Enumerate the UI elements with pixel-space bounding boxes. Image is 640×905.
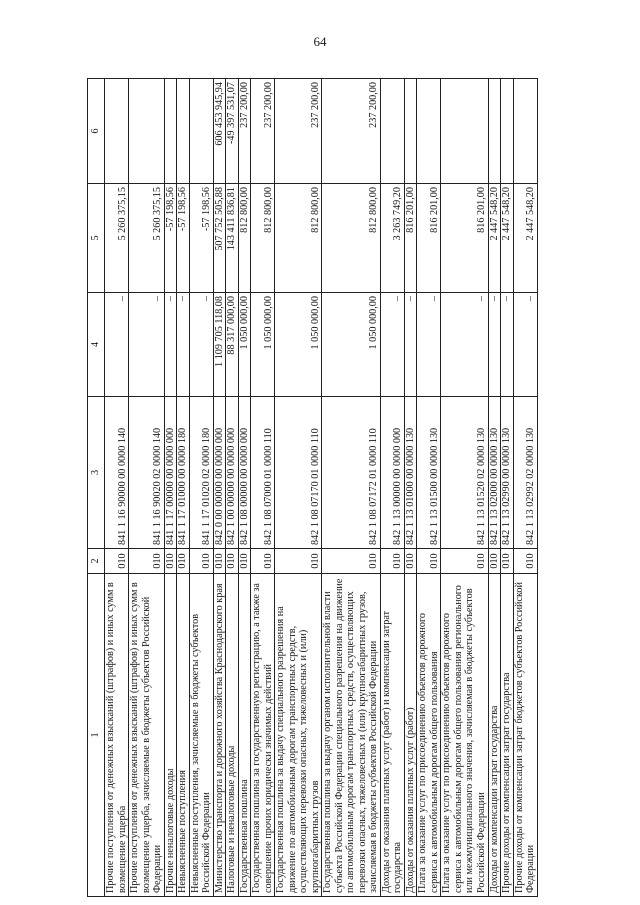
header-cell: 1 — [88, 574, 105, 897]
row-kbk-cell: 841 1 17 01020 02 0000 180 — [189, 397, 213, 549]
row-kbk-cell: 841 1 17 00000 00 0000 000 — [164, 397, 177, 549]
row-col5-cell: 816 201,00 — [404, 184, 417, 293]
row-kbk-cell: 842 1 13 01000 00 0000 130 — [404, 397, 417, 549]
row-kbk-cell: 842 0 00 00000 00 0000 000 — [213, 397, 226, 549]
row-kbk-cell: 842 1 13 02990 00 0000 130 — [501, 397, 514, 549]
row-col5-cell: 3 263 749,20 — [380, 184, 404, 293]
table-body — [105, 79, 538, 897]
row-col4-cell: – — [164, 293, 177, 397]
row-col6-cell — [164, 79, 177, 184]
row-col4-cell: 1 109 705 118,08 — [213, 293, 226, 397]
row-code-cell: 010 — [105, 549, 129, 574]
row-col6-cell: 237 200,00 — [238, 79, 251, 184]
row-name-cell: Прочие поступления от денежных взысканий (штрафов) и иных сумм в возмещение ущерба — [105, 574, 129, 897]
row-code-cell: 010 — [177, 549, 190, 574]
row-code-cell: 010 — [513, 549, 537, 574]
row-kbk-cell: 841 1 17 01000 00 0000 180 — [177, 397, 190, 549]
table-row — [404, 79, 417, 897]
row-col4-cell: – — [404, 293, 417, 397]
row-name-cell: Доходы от оказания платных услуг (работ) — [404, 574, 417, 897]
row-code-cell: 010 — [226, 549, 239, 574]
row-col4-cell: – — [513, 293, 537, 397]
table-row — [441, 79, 488, 897]
row-col5-cell: 5 260 375,15 — [105, 184, 129, 293]
row-kbk-cell: 842 1 13 01520 02 0000 130 — [441, 397, 488, 549]
row-col5-cell: -57 198,56 — [164, 184, 177, 293]
table-row — [238, 79, 251, 897]
row-name-cell: Невыясненные поступления — [177, 574, 190, 897]
row-code-cell: 010 — [251, 549, 275, 574]
row-col4-cell: 1 050 000,00 — [275, 293, 322, 397]
row-col4-cell: – — [177, 293, 190, 397]
row-col4-cell: – — [501, 293, 514, 397]
header-cell: 5 — [88, 184, 105, 293]
row-col4-cell: – — [488, 293, 501, 397]
row-col6-cell — [404, 79, 417, 184]
row-col6-cell: 606 453 945,94 — [213, 79, 226, 184]
row-name-cell: Министерство транспорта и дорожного хозяйства Краснодарского края — [213, 574, 226, 897]
row-col5-cell: -57 198,56 — [177, 184, 190, 293]
row-col6-cell — [441, 79, 488, 184]
row-code-cell: 010 — [164, 549, 177, 574]
row-col4-cell: – — [417, 293, 441, 397]
row-col6-cell — [501, 79, 514, 184]
row-col6-cell — [105, 79, 129, 184]
row-code-cell: 010 — [441, 549, 488, 574]
row-col6-cell — [417, 79, 441, 184]
row-col5-cell: 2 447 548,20 — [501, 184, 514, 293]
row-name-cell: Прочие доходы от компенсации затрат государства — [501, 574, 514, 897]
row-col5-cell: 5 260 375,15 — [129, 184, 165, 293]
row-code-cell: 010 — [189, 549, 213, 574]
row-name-cell: Прочие поступления от денежных взысканий (штрафов) и иных сумм в возмещение ущерба, зачисляемые в бюджеты субъектов Российской Федерации — [129, 574, 165, 897]
row-code-cell: 010 — [322, 549, 381, 574]
row-name-cell: Налоговые и неналоговые доходы — [226, 574, 239, 897]
row-col6-cell — [189, 79, 213, 184]
row-col4-cell: – — [129, 293, 165, 397]
header-cell: 2 — [88, 549, 105, 574]
row-col6-cell: -49 397 531,07 — [226, 79, 239, 184]
row-code-cell: 010 — [488, 549, 501, 574]
row-col5-cell: 2 447 548,20 — [488, 184, 501, 293]
table-row — [251, 79, 275, 897]
row-code-cell: 010 — [404, 549, 417, 574]
row-name-cell: Государственная пошлина за выдачу органом исполнительной власти субъекта Российской Федерации специального разрешения на движение по автомобильным дорогам транспортных средств, осуществляющих перевозки опасных, тяжеловесных и (или) крупногабаритных грузов, зачисляемая в бюджеты субъектов Российской Федерации — [322, 574, 381, 897]
row-col5-cell: 143 411 836,81 — [226, 184, 239, 293]
row-col6-cell — [488, 79, 501, 184]
header-row — [88, 79, 105, 897]
row-name-cell: Плата за оказание услуг по присоединению объектов дорожного сервиса к автомобильным дорогам общего пользования — [417, 574, 441, 897]
row-name-cell: Прочие неналоговые доходы — [164, 574, 177, 897]
row-name-cell: Невыясненные поступления, зачисляемые в бюджеты субъектов Российской Федерации — [189, 574, 213, 897]
table-row — [129, 79, 165, 897]
row-kbk-cell: 841 1 16 90020 02 0000 140 — [129, 397, 165, 549]
row-code-cell: 010 — [129, 549, 165, 574]
table-row — [322, 79, 381, 897]
row-kbk-cell: 842 1 08 07170 01 0000 110 — [275, 397, 322, 549]
row-code-cell: 010 — [501, 549, 514, 574]
row-col6-cell: 237 200,00 — [251, 79, 275, 184]
row-col6-cell: 237 200,00 — [275, 79, 322, 184]
row-col4-cell: 1 050 000,00 — [322, 293, 381, 397]
row-name-cell: Доходы от компенсации затрат государства — [488, 574, 501, 897]
page-number: 64 — [313, 34, 327, 49]
row-code-cell: 010 — [238, 549, 251, 574]
row-col4-cell: – — [441, 293, 488, 397]
report-table — [87, 78, 538, 897]
row-col5-cell: 812 800,00 — [275, 184, 322, 293]
table-row — [513, 79, 537, 897]
row-col4-cell: – — [105, 293, 129, 397]
row-kbk-cell: 842 1 00 00000 00 0000 000 — [226, 397, 239, 549]
row-name-cell: Государственная пошлина — [238, 574, 251, 897]
row-kbk-cell: 842 1 13 01500 00 0000 130 — [417, 397, 441, 549]
row-name-cell: Плата за оказание услуг по присоединению объектов дорожного сервиса к автомобильным дорогам общего пользования регионального или межмуниципального значения, зачисляемая в бюджеты субъектов Российской Федерации — [441, 574, 488, 897]
row-code-cell: 010 — [380, 549, 404, 574]
row-kbk-cell: 842 1 08 07172 01 0000 110 — [322, 397, 381, 549]
rotated-table-content — [87, 79, 613, 897]
row-col5-cell: 816 201,00 — [441, 184, 488, 293]
table-row — [275, 79, 322, 897]
row-col5-cell: 812 800,00 — [322, 184, 381, 293]
table-row — [380, 79, 404, 897]
table-row — [417, 79, 441, 897]
row-col5-cell: 507 752 505,88 — [213, 184, 226, 293]
row-col5-cell: 816 201,00 — [417, 184, 441, 293]
row-kbk-cell: 842 1 13 00000 00 0000 000 — [380, 397, 404, 549]
row-col6-cell — [380, 79, 404, 184]
row-code-cell: 010 — [213, 549, 226, 574]
row-col4-cell: 1 050 000,00 — [251, 293, 275, 397]
row-col6-cell: 237 200,00 — [322, 79, 381, 184]
row-col4-cell: 88 317 000,00 — [226, 293, 239, 397]
row-col5-cell: 812 800,00 — [251, 184, 275, 293]
table-row — [488, 79, 501, 897]
table-row — [226, 79, 239, 897]
row-col4-cell: 1 050 000,00 — [238, 293, 251, 397]
row-kbk-cell: 841 1 16 90000 00 0000 140 — [105, 397, 129, 549]
row-col5-cell: 812 800,00 — [238, 184, 251, 293]
table-row — [177, 79, 190, 897]
row-col4-cell: – — [189, 293, 213, 397]
row-name-cell: Государственная пошлина за выдачу специального разрешения на движение по автомобильным дорогам транспортных средств, осуществляющих перевозки опасных, тяжеловесных и (или) крупногабаритных грузов — [275, 574, 322, 897]
row-kbk-cell: 842 1 13 02000 00 0000 130 — [488, 397, 501, 549]
table-row — [105, 79, 129, 897]
row-kbk-cell: 842 1 08 07000 01 0000 110 — [251, 397, 275, 549]
row-col6-cell — [513, 79, 537, 184]
row-col5-cell: 2 447 548,20 — [513, 184, 537, 293]
row-code-cell: 010 — [275, 549, 322, 574]
row-kbk-cell: 842 1 08 00000 00 0000 000 — [238, 397, 251, 549]
header-cell: 6 — [88, 79, 105, 184]
row-col6-cell — [177, 79, 190, 184]
row-col4-cell: – — [380, 293, 404, 397]
table-row — [213, 79, 226, 897]
table-row — [189, 79, 213, 897]
table-row — [501, 79, 514, 897]
rotated-table-frame — [87, 79, 613, 897]
row-name-cell: Прочие доходы от компенсации затрат бюджетов субъектов Российской Федерации — [513, 574, 537, 897]
row-kbk-cell: 842 1 13 02992 02 0000 130 — [513, 397, 537, 549]
row-name-cell: Доходы от оказания платных услуг (работ) и компенсации затрат государства — [380, 574, 404, 897]
header-cell: 3 — [88, 397, 105, 549]
row-name-cell: Государственная пошлина за государственную регистрацию, а также за совершение прочих юридически значимых действий — [251, 574, 275, 897]
row-col6-cell — [129, 79, 165, 184]
row-col5-cell: -57 198,56 — [189, 184, 213, 293]
table-row — [164, 79, 177, 897]
header-cell: 4 — [88, 293, 105, 397]
row-code-cell: 010 — [417, 549, 441, 574]
